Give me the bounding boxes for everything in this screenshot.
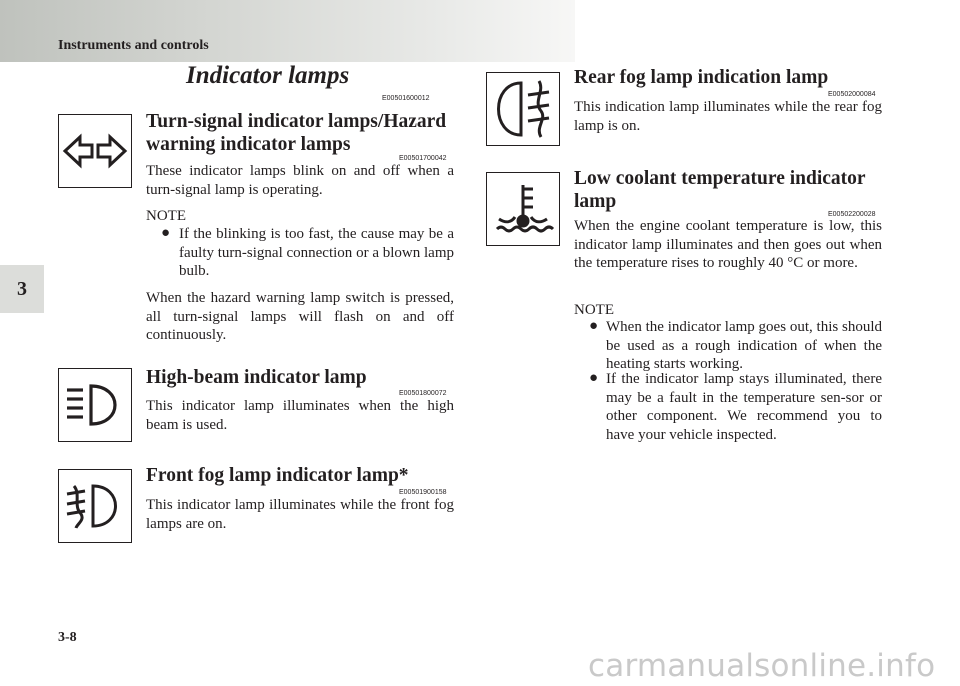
turn-signal-note-text: If the blinking is too fast, the cause may be a faulty turn-signal connection or a blown lamp bulb. — [179, 226, 454, 280]
bullet-dot: ● — [589, 318, 599, 334]
turn-signal-icon-box — [58, 114, 132, 188]
turn-signal-title-line2: warning indicator lamps — [146, 134, 351, 155]
front-fog-lamp-icon — [63, 480, 127, 532]
turn-signal-arrows-icon — [62, 131, 128, 171]
high-beam-icon-box — [58, 368, 132, 442]
rear-fog-code: E00502000084 — [828, 91, 876, 98]
rear-fog-lamp-icon — [491, 77, 555, 141]
chapter-tab — [0, 265, 44, 313]
high-beam-body: This indicator lamp illuminates when the high beam is used. — [146, 398, 454, 433]
high-beam-icon — [63, 380, 127, 430]
coolant-note-bullet1: When the indicator lamp goes out, this should be used as a rough indication of when the heating starts working. — [606, 319, 882, 373]
high-beam-title: High-beam indicator lamp — [146, 367, 367, 388]
chapter-number: 3 — [17, 277, 27, 300]
coolant-note-bullet2: If the indicator lamp stays illuminated, there may be a fault in the temperature sen-sor or other component. We recommend you to have your vehicle inspected. — [606, 371, 882, 443]
bullet-dot: ● — [161, 225, 171, 241]
rear-fog-body: This indication lamp illuminates while the rear fog lamp is on. — [574, 99, 882, 134]
bullet-dot: ● — [589, 370, 599, 386]
coolant-title-line1: Low coolant temperature indicator — [574, 168, 866, 189]
coolant-note-label: NOTE — [574, 302, 614, 318]
front-fog-icon-box — [58, 469, 132, 543]
coolant-icon-box — [486, 172, 560, 246]
hazard-body: When the hazard warning lamp switch is pressed, all turn-signal lamps will flash on and off continuously. — [146, 290, 454, 344]
watermark: carmanualsonline.info — [588, 648, 936, 684]
coolant-title-line2: lamp — [574, 191, 617, 212]
coolant-code: E00502200028 — [828, 211, 876, 218]
coolant-title — [574, 167, 894, 213]
turn-signal-title-line1: Turn-signal indicator lamps/Hazard — [146, 111, 447, 132]
turn-signal-body: These indicator lamps blink on and off when a turn-signal lamp is operating. — [146, 163, 454, 198]
turn-signal-title — [146, 110, 466, 156]
front-fog-code: E00501900158 — [399, 489, 447, 496]
page-header-title: Instruments and controls — [58, 38, 209, 53]
rear-fog-title: Rear fog lamp indication lamp — [574, 67, 829, 88]
page-number: 3-8 — [58, 630, 77, 645]
turn-signal-code: E00501700042 — [399, 155, 447, 162]
section-title: Indicator lamps — [186, 62, 350, 89]
section-code: E00501600012 — [382, 95, 430, 102]
turn-signal-note-label: NOTE — [146, 208, 186, 224]
high-beam-code: E00501800072 — [399, 390, 447, 397]
rear-fog-icon-box — [486, 72, 560, 146]
front-fog-title: Front fog lamp indicator lamp* — [146, 465, 409, 486]
coolant-temperature-icon — [491, 179, 555, 239]
front-fog-body: This indicator lamp illuminates while the front fog lamps are on. — [146, 497, 454, 532]
coolant-body: When the engine coolant temperature is low, this indicator lamp illuminates and then goes out when the temperature rises to roughly 40 °C or more. — [574, 218, 882, 272]
